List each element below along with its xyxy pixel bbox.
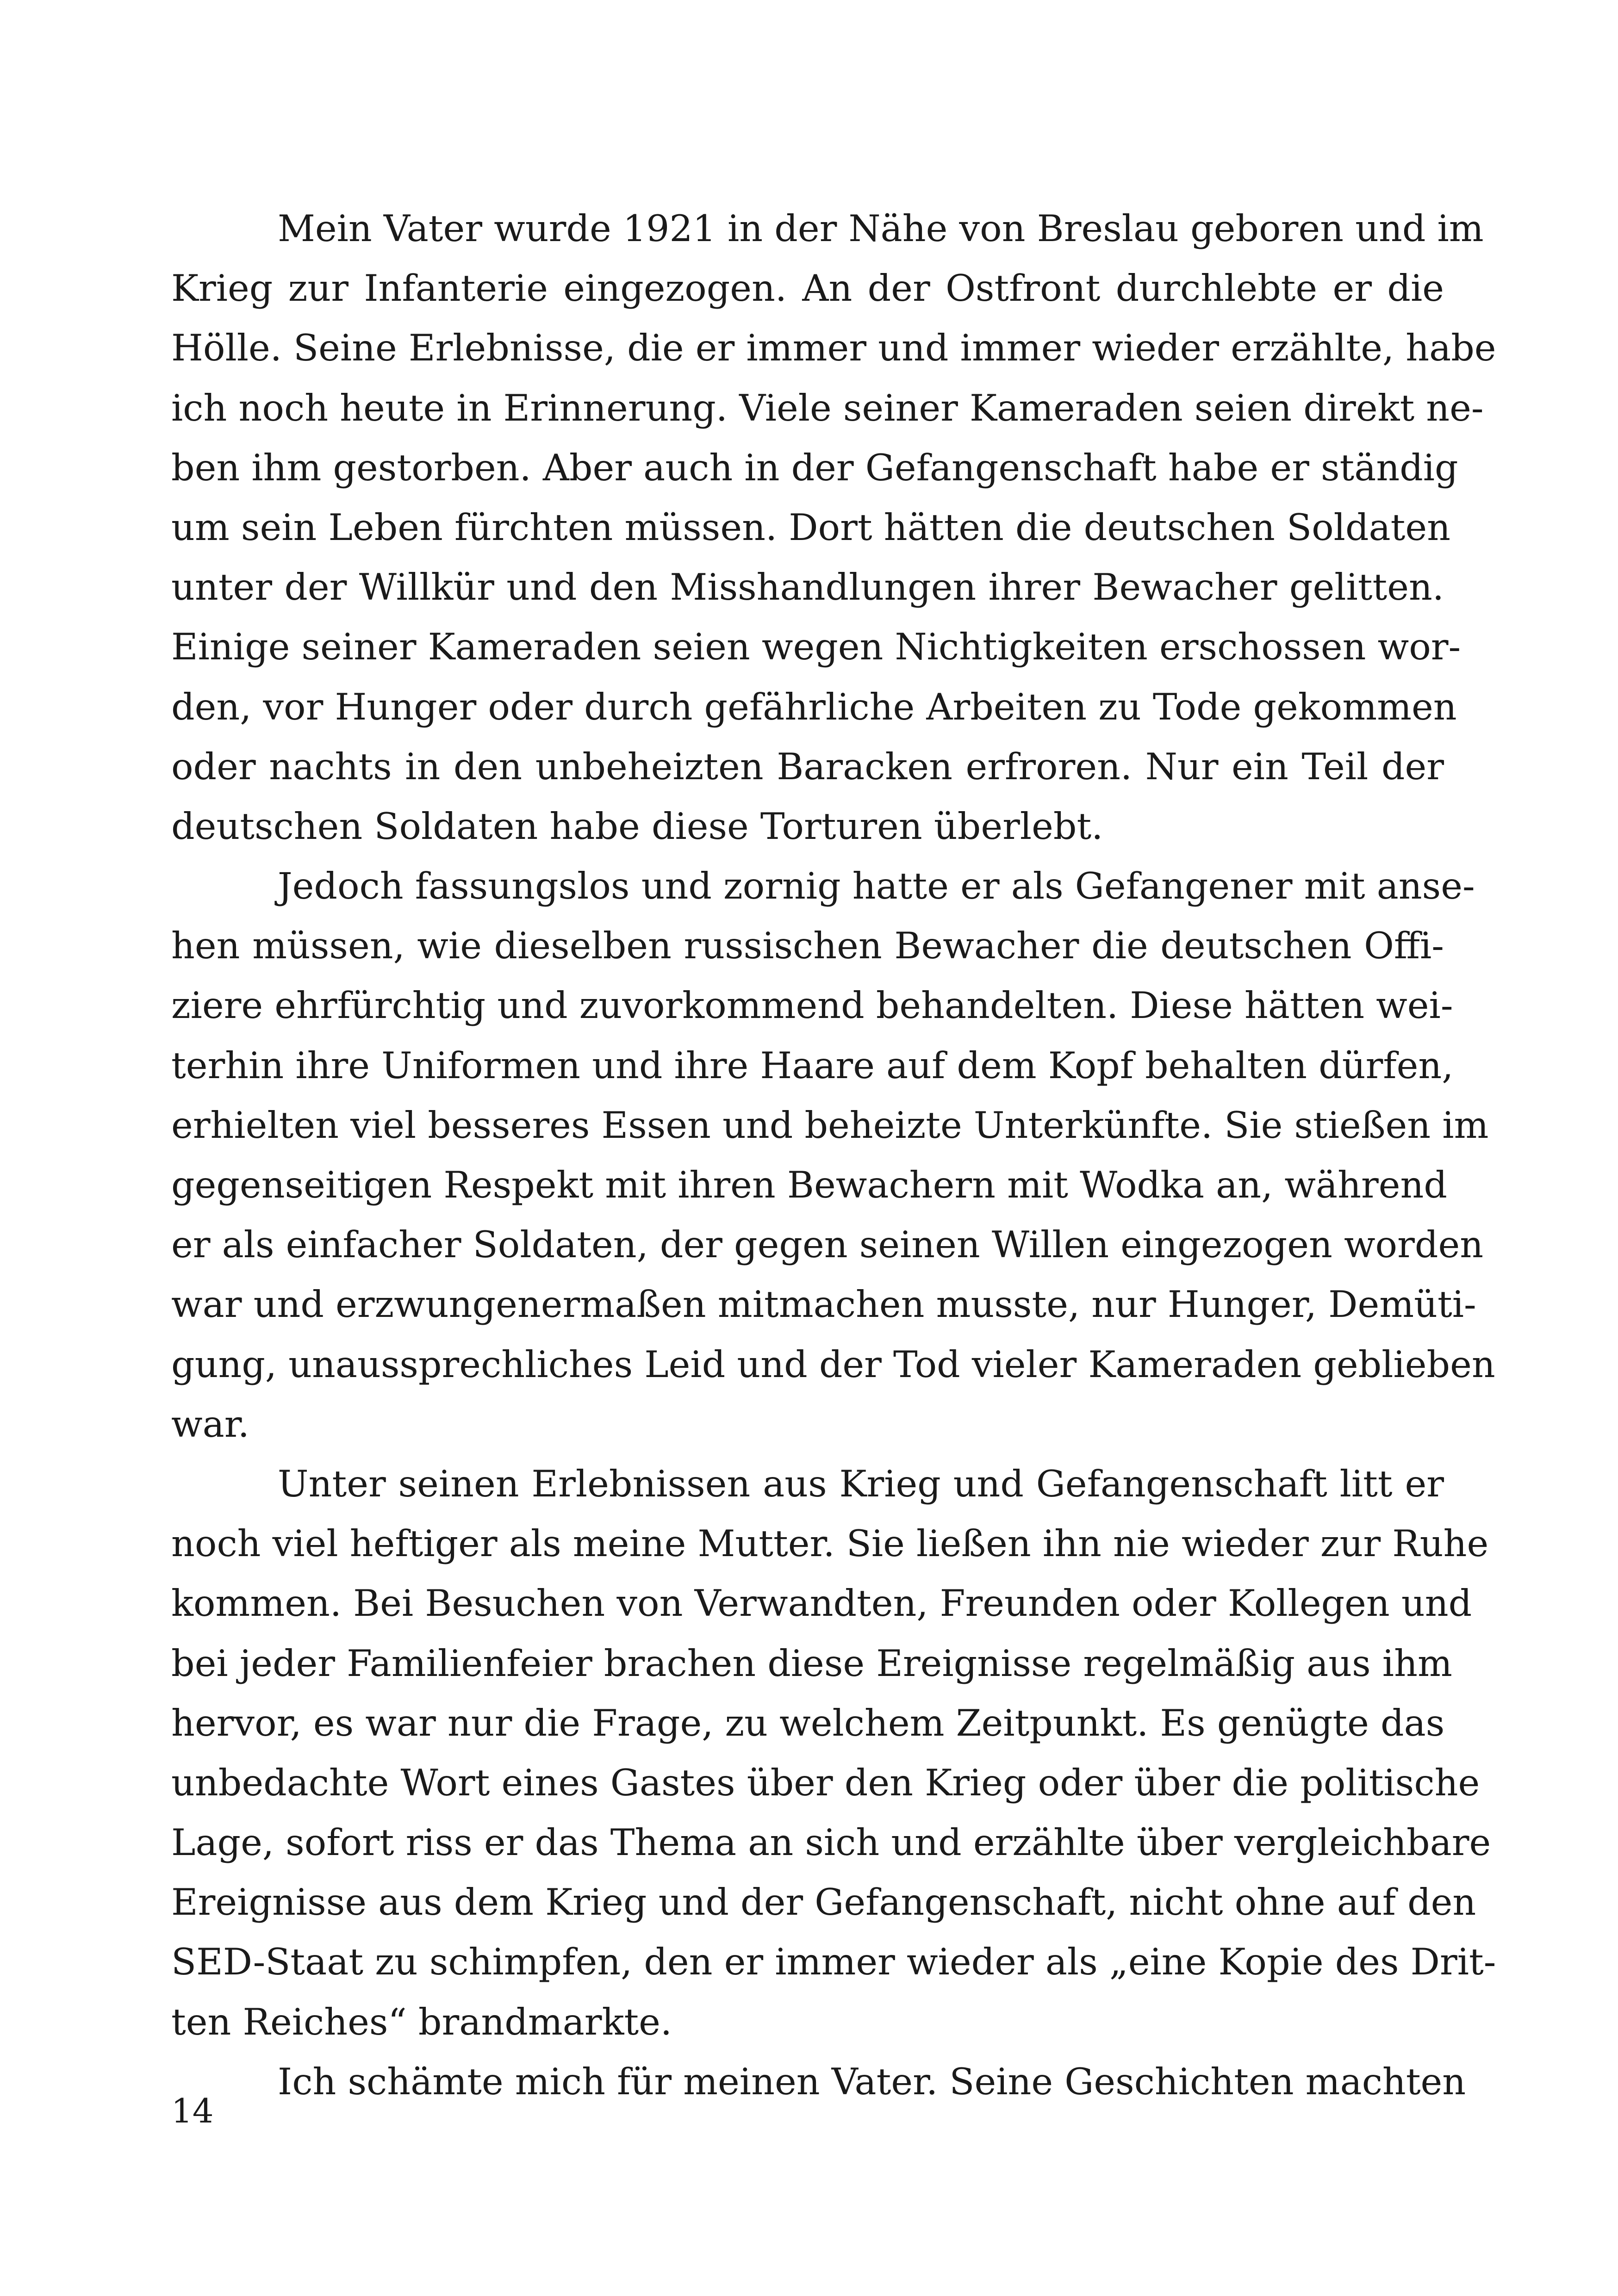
text-line: noch viel heftiger als meine Mutter. Sie ließen ihn nie wieder zur Ruhe	[171, 1522, 1489, 1565]
text-line: den, vor Hunger oder durch gefährliche Arbeiten zu Tode gekommen	[171, 685, 1457, 728]
paragraph-4	[171, 2052, 1466, 2112]
text-line: Mein Vater wurde 1921 in der Nähe von Breslau geboren und im	[278, 207, 1484, 250]
text-line: erhielten viel besseres Essen und beheizte Unterkünfte. Sie stießen im	[171, 1104, 1489, 1147]
text-line: SED-Staat zu schimpfen, den er immer wieder als „eine Kopie des Drit-	[171, 1941, 1496, 1984]
text-line: terhin ihre Uniformen und ihre Haare auf dem Kopf behalten dürfen,	[171, 1044, 1454, 1087]
text-line: ben ihm gestorben. Aber auch in der Gefangenschaft habe er ständig	[171, 446, 1458, 489]
text-line: unter der Willkür und den Misshandlungen ihrer Bewacher gelitten.	[171, 566, 1444, 609]
text-line: Hölle. Seine Erlebnisse, die er immer und immer wieder erzählte, habe	[171, 327, 1496, 370]
text-line: war und erzwungenermaßen mitmachen musste, nur Hunger, Demüti-	[171, 1283, 1476, 1326]
text-line: Jedoch fassungslos und zornig hatte er als Gefangener mit anse-	[278, 865, 1475, 908]
body-text	[171, 199, 1496, 2112]
text-line: deutschen Soldaten habe diese Torturen überlebt.	[171, 805, 1103, 848]
text-line: kommen. Bei Besuchen von Verwandten, Freunden oder Kollegen und	[171, 1582, 1472, 1625]
text-line: Einige seiner Kameraden seien wegen Nichtigkeiten erschossen wor-	[171, 626, 1461, 669]
text-line: hen müssen, wie dieselben russischen Bewacher die deutschen Offi-	[171, 925, 1444, 968]
text-line: Krieg zur Infanterie eingezogen. An der Ostfront durchlebte er die	[171, 267, 1444, 310]
text-line: oder nachts in den unbeheizten Baracken erfroren. Nur ein Teil der	[171, 745, 1444, 788]
text-line: Ereignisse aus dem Krieg und der Gefangenschaft, nicht ohne auf den	[171, 1881, 1476, 1924]
paragraph-3	[171, 1454, 1496, 2052]
text-line: gung, unaussprechliches Leid und der Tod vieler Kameraden geblieben	[171, 1343, 1495, 1386]
text-line: war.	[171, 1402, 249, 1446]
text-line: um sein Leben fürchten müssen. Dort hätten die deutschen Soldaten	[171, 506, 1450, 549]
text-line: ich noch heute in Erinnerung. Viele seiner Kameraden seien direkt ne-	[171, 386, 1484, 429]
text-line: Unter seinen Erlebnissen aus Krieg und Gefangenschaft litt er	[278, 1462, 1444, 1505]
text-line: Ich schämte mich für meinen Vater. Seine Geschichten machten	[278, 2060, 1466, 2103]
text-line: Lage, sofort riss er das Thema an sich und erzählte über vergleichbare	[171, 1821, 1491, 1864]
paragraph-1	[171, 199, 1496, 856]
text-line: er als einfacher Soldaten, der gegen seinen Willen eingezogen worden	[171, 1223, 1484, 1266]
page-number: 14	[171, 2091, 214, 2130]
text-line: ten Reiches“ brandmarkte.	[171, 2000, 672, 2043]
text-line: gegenseitigen Respekt mit ihren Bewachern mit Wodka an, während	[171, 1164, 1447, 1206]
text-line: hervor, es war nur die Frage, zu welchem Zeitpunkt. Es genügte das	[171, 1701, 1445, 1744]
text-line: bei jeder Familienfeier brachen diese Ereignisse regelmäßig aus ihm	[171, 1642, 1452, 1685]
paragraph-2	[171, 856, 1495, 1454]
text-line: ziere ehrfürchtig und zuvorkommend behandelten. Diese hätten wei-	[171, 984, 1453, 1027]
text-line: unbedachte Wort eines Gastes über den Krieg oder über die politische	[171, 1761, 1480, 1804]
